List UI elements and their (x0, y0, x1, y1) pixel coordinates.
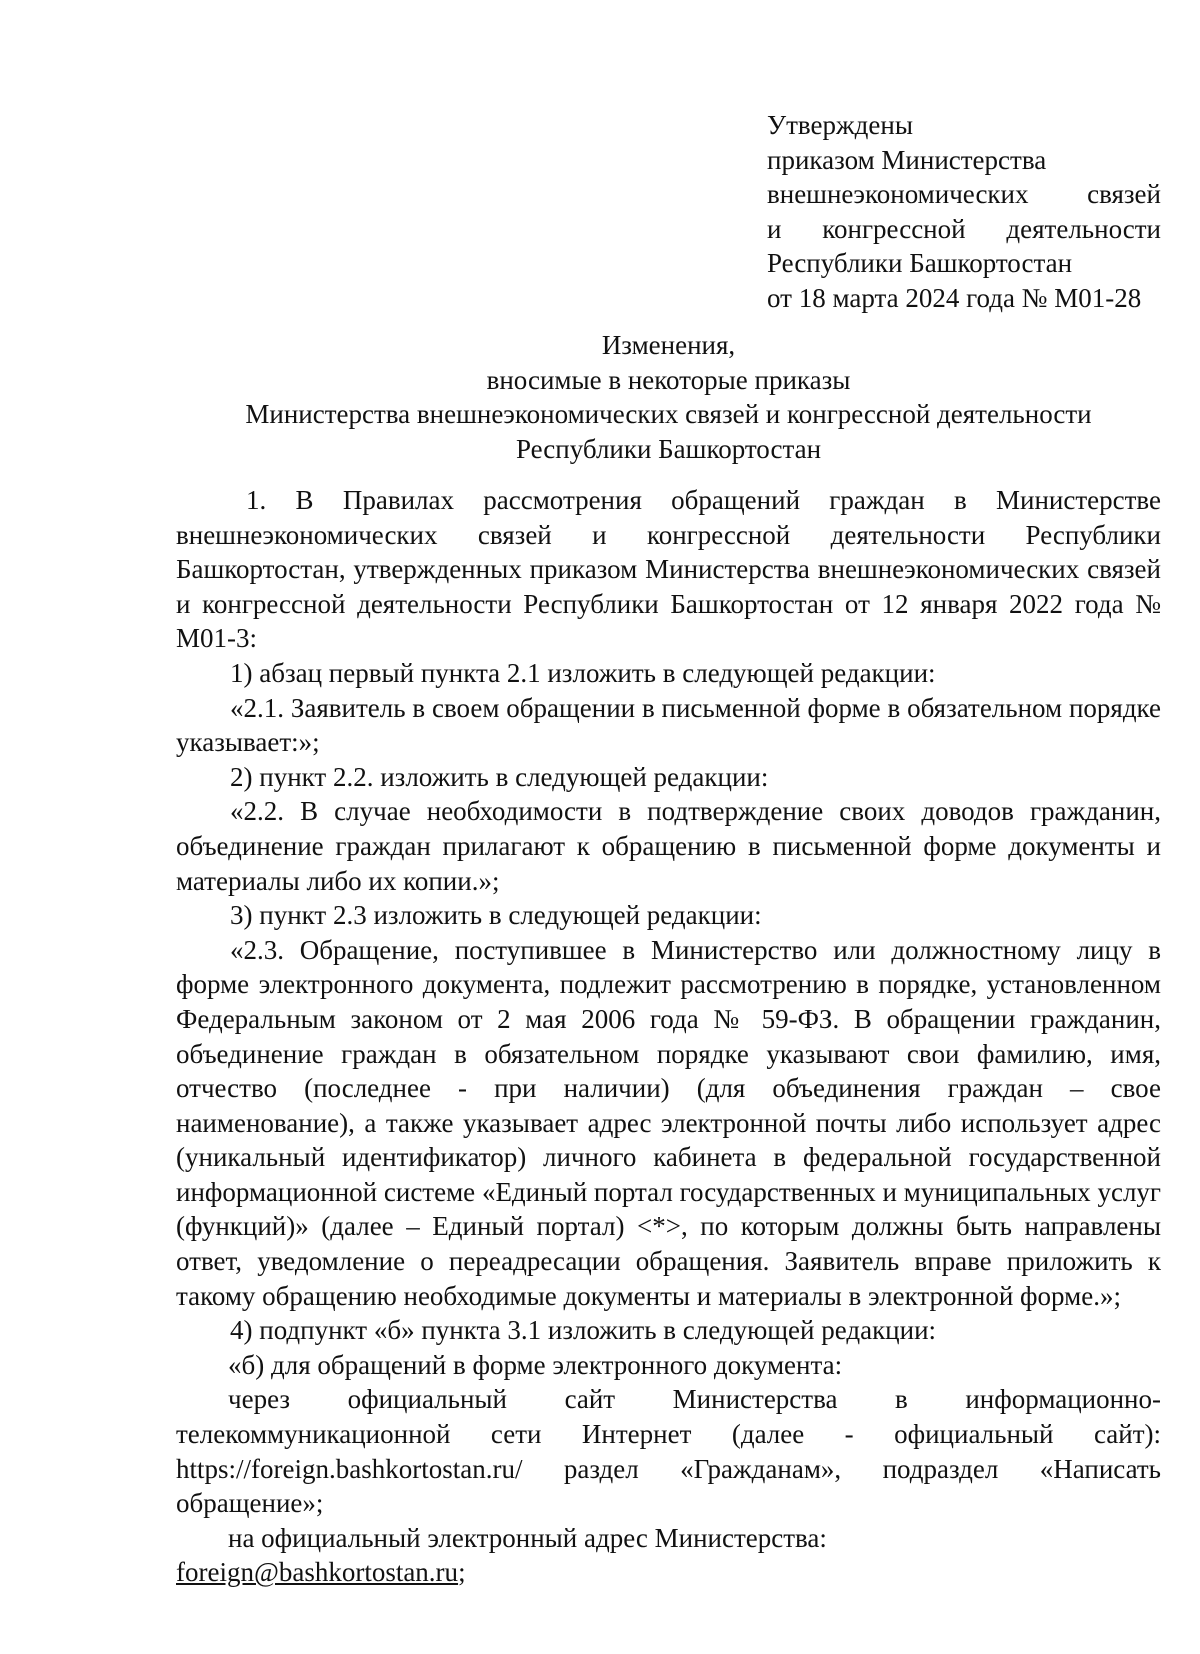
paragraph: 4) подпункт «б» пункта 3.1 изложить в следующей редакции: (230, 1315, 937, 1346)
approval-line (767, 212, 1161, 247)
paragraph: 1) абзац первый пункта 2.1 изложить в следующей редакции: (230, 657, 936, 688)
approval-line (767, 177, 1161, 212)
paragraph: «2.2. В случае необходимости в подтверждение своих доводов гражданин, объединение граждан прилагают к обращению в письменной форме документы и материалы либо их копии.»; (176, 796, 1161, 896)
paragraph: «2.1. Заявитель в своем обращении в письменной форме в обязательном порядке указывает:»; (176, 692, 1161, 758)
approval-word: конгрессной (822, 213, 966, 244)
document-body (176, 483, 1161, 1590)
paragraph: 2) пункт 2.2. изложить в следующей редакции: (230, 761, 769, 792)
title-line: Министерства внешнеэкономических связей и конгрессной деятельности (245, 399, 1092, 430)
document-title (176, 328, 1161, 466)
approval-block (767, 108, 1161, 316)
email-suffix: ; (458, 1557, 466, 1588)
title-line: Республики Башкортостан (515, 433, 822, 464)
approval-word: связей (1087, 179, 1161, 210)
paragraph: «2.3. Обращение, поступившее в Министерство или должностному лицу в форме электронного документа, подлежит рассмотрению в порядке, установленном Федеральным законом от 2 мая 2006 года № 59-ФЗ. В обращении гражданин, объединение граждан в обязательном порядке указывают свои фамилию, имя, отчество (последнее - при наличии) (для объединения граждан – свое наименование), а также указывает адрес электронной почты либо использует адрес (уникальный идентификатор) личного кабинета в федеральной государственной информационной системе «Единый портал государственных и муниципальных услуг (функций)» (далее – Единый портал) <*>, по которым должны быть направлены ответ, уведомление о переадресации обращения. Заявитель вправе приложить к такому обращению необходимые документы и материалы в электронной форме.»; (176, 934, 1161, 1311)
approval-line: Утверждены (767, 110, 913, 140)
paragraph: 3) пункт 2.3 изложить в следующей редакции: (230, 900, 762, 931)
email-link[interactable]: foreign@bashkortostan.ru (176, 1557, 459, 1588)
approval-order-date: от 18 марта 2024 года № М01-28 (767, 282, 1142, 313)
paragraph: «б) для обращений в форме электронного документа: (228, 1349, 843, 1380)
approval-line: Республики Башкортостан (767, 248, 1073, 279)
approval-word: и (767, 213, 782, 244)
title-line: вносимые в некоторые приказы (486, 364, 851, 395)
approval-word: внешнеэкономических (767, 179, 1029, 210)
title-line: Изменения, (601, 330, 736, 360)
paragraph: на официальный электронный адрес Министерства: (228, 1522, 827, 1553)
paragraph: через официальный сайт Министерства в информационно-телекоммуникационной сети Интернет (далее - официальный сайт): https://foreign.bashkortostan.ru/ раздел «Гражданам», подраздел «Написать обращение»; (176, 1384, 1161, 1519)
paragraph (176, 1555, 1161, 1590)
paragraph: 1. В Правилах рассмотрения обращений граждан в Министерстве внешнеэкономических связей и конгрессной деятельности Республики Башкортостан, утвержденных приказом Министерства внешнеэкономических связей и конгрессной деятельности Республики Башкортостан от 12 января 2022 года № М01-3: (176, 485, 1161, 654)
approval-line: приказом Министерства (767, 144, 1047, 175)
approval-word: деятельности (1006, 213, 1161, 244)
